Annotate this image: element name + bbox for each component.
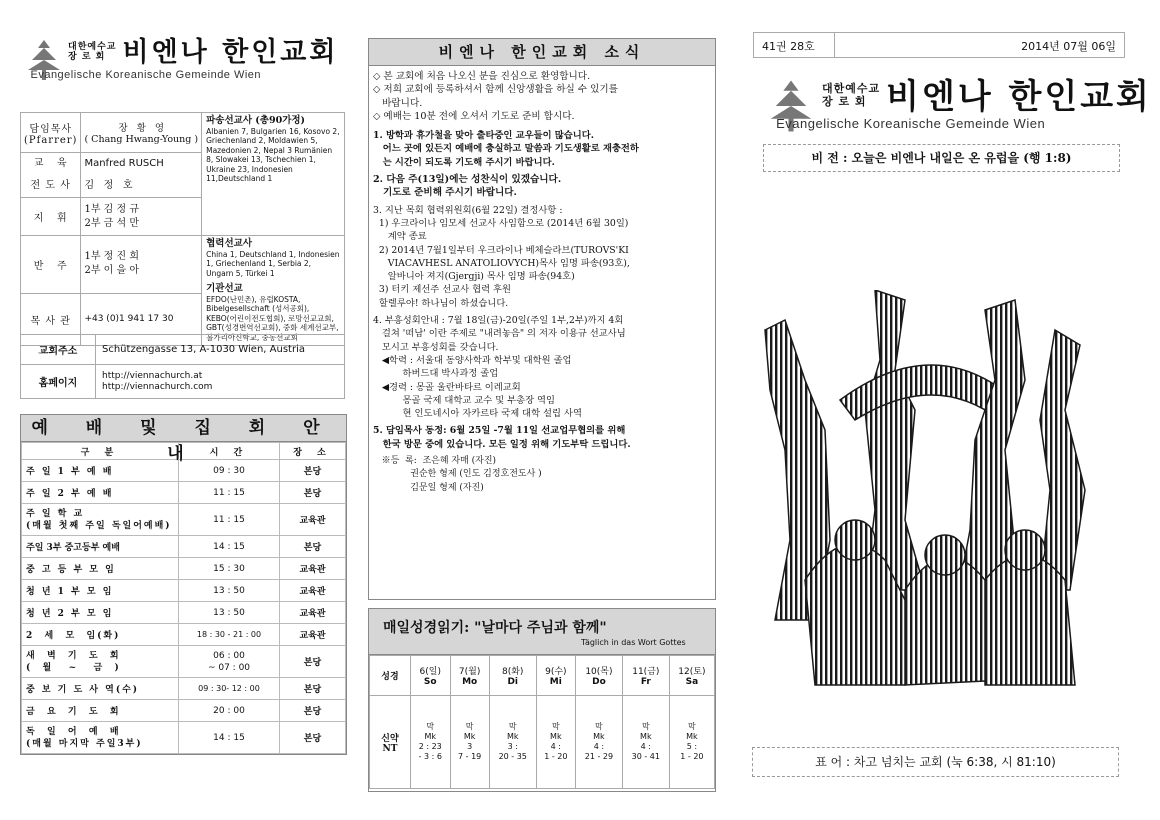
schedule-row: [22, 678, 346, 700]
staff-name: Manfred RUSCH 김 정 호: [81, 153, 202, 198]
schedule-row: [22, 536, 346, 558]
worship-schedule: [20, 414, 347, 755]
church-news: [368, 38, 716, 600]
address-label: 교회주소: [21, 335, 96, 365]
schedule-row: [22, 646, 346, 678]
church-motto: 표 어 : 차고 넘치는 교회 (눅 6:38, 시 81:10): [752, 747, 1119, 777]
service-place: 본당: [280, 678, 346, 700]
reading-day: 8(화) Di: [489, 656, 536, 696]
reading-row-label: 성경: [370, 656, 411, 696]
service-name: 독 일 어 예 배 (매월 마지막 주일3부): [22, 722, 179, 754]
service-name: 주 일 1 부 예 배: [22, 460, 179, 482]
service-place: 교육관: [280, 602, 346, 624]
schedule-row: [22, 504, 346, 536]
reading-ref: 막 Mk 2 : 23 - 3 : 6: [411, 696, 451, 789]
service-time: 09 : 30: [179, 460, 280, 482]
coop-text: China 1, Deutschland 1, Indonesien 1, Griechenland 1, Serbia 2, Ungarn 5, Türkei 1: [206, 249, 340, 278]
reading-ref: 막 Mk 4 : 1 - 20: [536, 696, 575, 789]
address-table: [20, 334, 345, 399]
reading-day: 12(토) Sa: [669, 656, 714, 696]
news-item: 3. 지난 목회 협력위원회(6월 22일) 결정사항 : 1) 우크라이나 임모세 선교사 사임함으로 (2014년 6월 30일) 계약 종료 2) 2014년 7월1일부터 우크라이나 베체슬라브(TUROVS'KI VIACAVHESL ANATOLIOVYCH)목사 임명 파송(93호), 알바니아 져지(Gjergji) 목사 임명 파송(94호) 3) 터키 제선주 선교사 협력 후원 할렐루야! 하나님이 하셨습니다.: [373, 204, 630, 309]
dispatched-text: Albanien 7, Bulgarien 16, Kosovo 2, Griechenland 2, Moldawien 5, Mazedonien 2, Nepal 3 Rumänien 8, Slowakei 13, Tschechien 1, Ukraine 23, Indonesien 11,Deutschland 1: [206, 126, 340, 183]
service-place: 본당: [280, 646, 346, 678]
church-logo-left: [20, 38, 338, 82]
news-item: 1. 방학과 휴가철을 맞아 출타중인 교우들이 많습니다. 어느 곳에 있든지 예배에 충실하고 말씀과 기도생활로 재충전하 는 시간이 되도록 기도해 주시기 바랍니다.: [373, 130, 639, 168]
staff-label: 지 휘: [21, 198, 81, 236]
service-name: 청 년 2 부 모 임: [22, 602, 179, 624]
schedule-row: [22, 624, 346, 646]
reading-day: 10(목) Do: [575, 656, 622, 696]
schedule-row: [22, 722, 346, 754]
staff-name: 장 황 영 ( Chang Hwang-Young ): [81, 113, 202, 153]
staff-table: [20, 112, 345, 346]
service-place: 본당: [280, 700, 346, 722]
service-place: 교육관: [280, 624, 346, 646]
reading-ref: 막 Mk 4 : 21 - 29: [575, 696, 622, 789]
reading-table: [369, 655, 715, 789]
homepage-link-at[interactable]: http://viennachurch.at: [102, 370, 203, 381]
reading-day: 7(월) Mo: [450, 656, 489, 696]
schedule-row: [22, 580, 346, 602]
service-time: 11 : 15: [179, 482, 280, 504]
coop-title: 협력선교사: [206, 238, 252, 249]
staff-label: 교 육 전 도 사: [21, 153, 81, 198]
dispatched-missionaries: [202, 113, 345, 236]
denomination-label: 대한예수교 장 로 회: [822, 82, 881, 108]
news-item: 4. 부흥성회안내 : 7월 18일(금)-20일(주일 1부,2부)까지 4회 걸쳐 '떠남' 이란 주제로 "내려놓음" 의 저자 이용규 선교사님 모시고 부흥성회를 갖습니다. ◀학력 : 서울대 동양사학과 학부및 대학원 졸업 하버드대 박사과정 졸업 ◀경력 : 몽골 울란바타르 이레교회 몽골 국제 대학교 교수 및 부총장 역임 현 인도네시아 자카르타 국제 대학 설립 사역: [373, 315, 626, 420]
org-text: EFDO(난민촌), 유럽KOSTA, Bibelgesellschaft (성서공회), KEBO(어린이전도협회), 로망선교교회, GBT(성경번역선교회), 중화 세계선교부, 불가리아신학교, 중동선교회: [206, 294, 339, 342]
homepage-link-com[interactable]: http://viennachurch.com: [102, 381, 213, 392]
church-name-ko: 비엔나 한인교회: [122, 37, 339, 68]
staff-label: 반 주: [21, 236, 81, 294]
address-value: Schützengasse 13, A-1030 Wien, Austria: [96, 335, 345, 365]
news-item: 5. 담임목사 동정: 6월 25일 -7월 11일 선교업무협의를 위해 한국 방문 중에 있습니다. 모든 일정 위해 기도부탁 드립니다.: [373, 425, 631, 450]
daily-bible-reading: [368, 608, 716, 792]
reading-ref: 막 Mk 3 7 - 19: [450, 696, 489, 789]
worship-illustration: [755, 290, 1120, 690]
org-title: 기관선교: [206, 283, 243, 294]
reading-row-label: 신약 NT: [370, 696, 411, 789]
reading-ref: 막 Mk 4 : 30 - 41: [622, 696, 669, 789]
service-time: 13 : 50: [179, 580, 280, 602]
service-time: 20 : 00: [179, 700, 280, 722]
reading-day: 6(일) So: [411, 656, 451, 696]
illustration-head: [1005, 530, 1045, 570]
schedule-row: [22, 482, 346, 504]
church-name-ko: 비엔나 한인교회: [886, 77, 1152, 117]
cooperating-missionaries: [202, 236, 345, 346]
schedule-header: 장 소: [280, 443, 346, 460]
news-item: ◇ 저희 교회에 등록하셔서 함께 신앙생활을 하실 수 있기를 바랍니다.: [373, 84, 618, 109]
reading-title: 매일성경읽기: "날마다 주님과 함께": [383, 620, 607, 636]
news-item: 2. 다음 주(13일)에는 성찬식이 있겠습니다. 기도로 준비해 주시기 바랍니다.: [373, 174, 562, 199]
homepage-label: 홈페이지: [21, 365, 96, 399]
service-name: 중 보 기 도 사 역(수): [22, 678, 179, 700]
schedule-header: 구 분: [22, 443, 179, 460]
service-time: 06 : 00 ~ 07 : 00: [179, 646, 280, 678]
schedule-header: 시 간: [179, 443, 280, 460]
church-name-de: Evangelische Koreanische Gemeinde Wien: [30, 69, 262, 81]
issue-number: 41권 28호: [762, 40, 815, 53]
service-name: 금 요 기 도 회: [22, 700, 179, 722]
service-place: 교육관: [280, 580, 346, 602]
schedule-title: 예 배 및 집 회 안 내: [21, 415, 346, 442]
schedule-row: [22, 700, 346, 722]
service-place: 본당: [280, 460, 346, 482]
service-place: 교육관: [280, 558, 346, 580]
service-name: 주 일 2 부 예 배: [22, 482, 179, 504]
service-time: 14 : 15: [179, 722, 280, 754]
news-item: ◇ 예배는 10분 전에 오셔서 기도로 준비 합시다.: [373, 110, 575, 122]
staff-label: 담임목사 (Pfarrer): [21, 113, 81, 153]
service-name: 2 세 모 임(화): [22, 624, 179, 646]
dispatched-title: 파송선교사 (총90가정): [206, 115, 306, 126]
service-time: 14 : 15: [179, 536, 280, 558]
news-item: ※등 록: 조은혜 자매 (자진) 권순한 형제 (인도 김정호전도사 ) 김문일 형제 (자진): [381, 456, 542, 493]
reading-day: 11(금) Fr: [622, 656, 669, 696]
service-name: 새 벽 기 도 회 ( 월 ~ 금 ): [22, 646, 179, 678]
issue-bar: [753, 32, 1125, 58]
church-logo-cover: [760, 78, 1152, 134]
illustration-figure-far-right: [1040, 330, 1085, 590]
staff-name: 1부 정 진 희 2부 이 을 아: [81, 236, 202, 294]
staff-label: 목 사 관: [21, 293, 81, 345]
schedule-row: [22, 602, 346, 624]
service-place: 교육관: [280, 504, 346, 536]
reading-subtitle: Täglich in das Wort Gottes: [581, 638, 686, 647]
issue-date: 2014년 07월 06일: [1021, 40, 1116, 53]
service-time: 09 : 30- 12 : 00: [179, 678, 280, 700]
denomination-label: 대한예수교 장 로 회: [68, 42, 117, 62]
reading-ref: 막 Mk 5 : 1 - 20: [669, 696, 714, 789]
illustration-head: [835, 520, 875, 560]
service-name: 청 년 1 부 모 임: [22, 580, 179, 602]
news-item: ◇ 본 교회에 처음 나오신 분을 진심으로 환영합니다.: [373, 71, 591, 82]
service-place: 본당: [280, 536, 346, 558]
service-time: 15 : 30: [179, 558, 280, 580]
reading-day: 9(수) Mi: [536, 656, 575, 696]
illustration-head: [925, 535, 965, 575]
staff-name: 1부 김 정 규 2부 금 석 만: [81, 198, 202, 236]
church-vision: 비 전 : 오늘은 비엔나 내일은 온 유럽을 (행 1:8): [763, 144, 1120, 172]
service-place: 본당: [280, 722, 346, 754]
service-time: 13 : 50: [179, 602, 280, 624]
service-time: 11 : 15: [179, 504, 280, 536]
reading-ref: 막 Mk 3 : 20 - 35: [489, 696, 536, 789]
service-place: 본당: [280, 482, 346, 504]
service-name: 주 일 학 교 (매월 첫째 주일 독일어예배): [22, 504, 179, 536]
service-name: 중 고 등 부 모 임: [22, 558, 179, 580]
service-name: 주일 3부 중고등부 예배: [22, 536, 179, 558]
news-title: 비엔나 한인교회 소식: [369, 39, 715, 66]
schedule-row: [22, 558, 346, 580]
staff-phone: +43 (0)1 941 17 30: [81, 293, 202, 345]
service-time: 18 : 30 - 21 : 00: [179, 624, 280, 646]
church-name-de: Evangelische Koreanische Gemeinde Wien: [776, 116, 1046, 131]
